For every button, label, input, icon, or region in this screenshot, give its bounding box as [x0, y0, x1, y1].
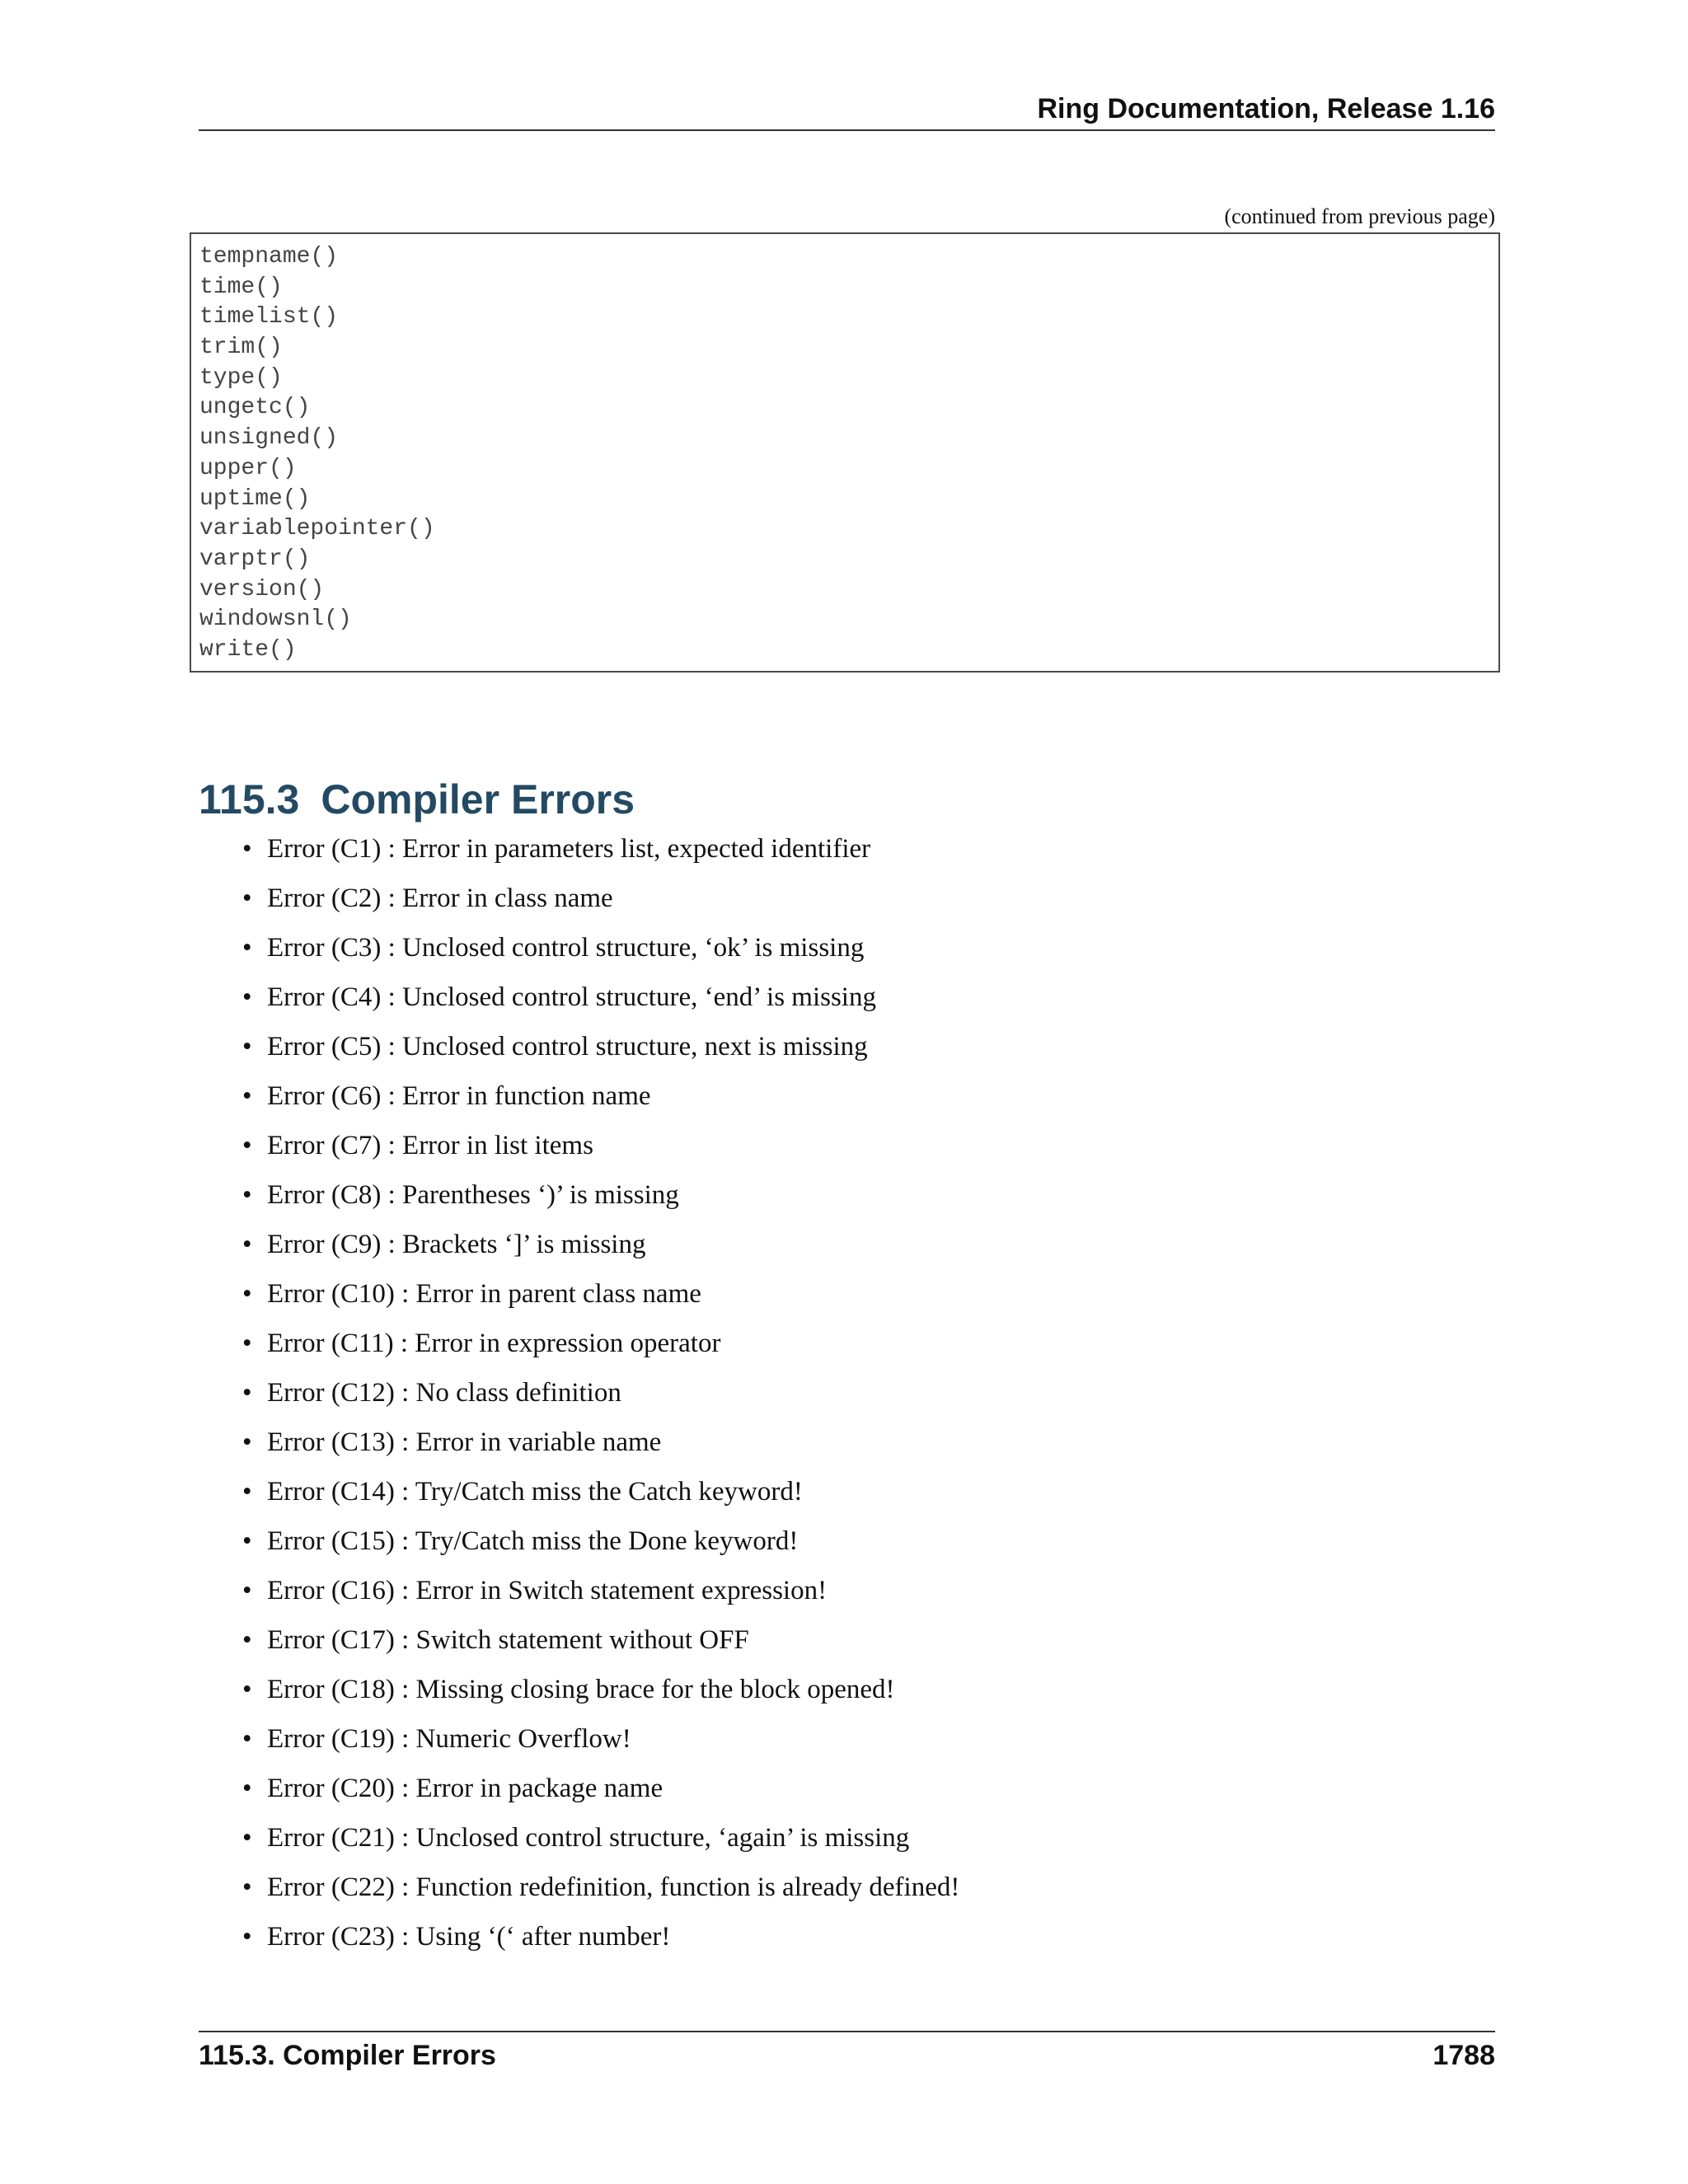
- bullet: •: [242, 1378, 252, 1408]
- page-footer: [199, 2031, 1495, 2082]
- error-text: Error (C7) : Error in list items: [267, 1131, 593, 1160]
- error-text: Error (C3) : Unclosed control structure, ‘ok’ is missing: [267, 933, 865, 963]
- list-item: [242, 1078, 959, 1127]
- list-item: [242, 1325, 959, 1375]
- error-text: Error (C10) : Error in parent class name: [267, 1279, 701, 1309]
- bullet: •: [242, 1081, 252, 1111]
- error-text: Error (C1) : Error in parameters list, expected identifier: [267, 834, 871, 864]
- bullet: •: [242, 933, 252, 963]
- list-item: [242, 930, 959, 979]
- error-text: Error (C2) : Error in class name: [267, 883, 613, 913]
- error-text: Error (C4) : Unclosed control structure, ‘end’ is missing: [267, 982, 876, 1012]
- page-number: 1788: [1432, 2040, 1495, 2071]
- code-line: unsigned(): [199, 425, 339, 452]
- bullet: •: [242, 1230, 252, 1259]
- list-item: [242, 1276, 959, 1325]
- list-item: [242, 831, 959, 880]
- list-item: [242, 1919, 959, 1968]
- code-line: tempname(): [199, 244, 339, 269]
- code-line: type(): [199, 364, 283, 391]
- bullet: •: [242, 1032, 252, 1062]
- continued-note: (continued from previous page): [1224, 204, 1495, 228]
- code-line: varptr(): [199, 546, 311, 572]
- error-text: Error (C16) : Error in Switch statement expression!: [267, 1576, 828, 1605]
- error-text: Error (C17) : Switch statement without OFF: [267, 1625, 749, 1655]
- code-line: ungetc(): [199, 395, 311, 421]
- error-text: Error (C22) : Function redefinition, function is already defined!: [267, 1872, 960, 1902]
- code-line: write(): [199, 636, 297, 663]
- error-text: Error (C20) : Error in package name: [267, 1774, 663, 1803]
- error-text: Error (C6) : Error in function name: [267, 1081, 651, 1111]
- code-line: uptime(): [199, 485, 311, 512]
- list-item: [242, 1177, 959, 1226]
- error-text: Error (C9) : Brackets ‘]’ is missing: [267, 1230, 646, 1259]
- error-text: Error (C12) : No class definition: [267, 1378, 621, 1408]
- code-line: upper(): [199, 455, 297, 481]
- error-text: Error (C14) : Try/Catch miss the Catch keyword!: [267, 1477, 803, 1507]
- bullet: •: [242, 1427, 252, 1457]
- list-item: [242, 1622, 959, 1671]
- bullet: •: [242, 1872, 252, 1902]
- list-item: [242, 1671, 959, 1721]
- bullet: •: [242, 1279, 252, 1309]
- error-text: Error (C21) : Unclosed control structure, ‘again’ is missing: [267, 1823, 910, 1853]
- code-line: timelist(): [199, 304, 339, 330]
- list-item: [242, 1029, 959, 1078]
- error-text: Error (C19) : Numeric Overflow!: [267, 1724, 631, 1754]
- error-text: Error (C8) : Parentheses ‘)’ is missing: [267, 1180, 679, 1210]
- bullet: •: [242, 982, 252, 1012]
- bullet: •: [242, 1922, 252, 1952]
- section-title-text: Compiler Errors: [321, 776, 635, 823]
- list-item: [242, 1523, 959, 1572]
- list-item: [242, 979, 959, 1029]
- list-item: [242, 1572, 959, 1622]
- list-item: [242, 1474, 959, 1523]
- bullet: •: [242, 1477, 252, 1507]
- bullet: •: [242, 834, 252, 864]
- document-title: Ring Documentation, Release 1.16: [1037, 93, 1495, 124]
- error-text: Error (C5) : Unclosed control structure, next is missing: [267, 1032, 868, 1062]
- code-line: variablepointer(): [199, 516, 435, 542]
- section-number: 115.3: [199, 776, 300, 823]
- footer-section-label: 115.3. Compiler Errors: [199, 2040, 496, 2071]
- bullet: •: [242, 1675, 252, 1704]
- error-text: Error (C11) : Error in expression operator: [267, 1329, 721, 1358]
- bullet: •: [242, 1526, 252, 1556]
- bullet: •: [242, 1576, 252, 1605]
- error-text: Error (C23) : Using ‘(‘ after number!: [267, 1922, 671, 1952]
- list-item: [242, 880, 959, 930]
- code-line: time(): [199, 274, 283, 300]
- code-line: trim(): [199, 335, 283, 361]
- bullet: •: [242, 1180, 252, 1210]
- bullet: •: [242, 883, 252, 913]
- list-item: [242, 1770, 959, 1820]
- code-line: windowsnl(): [199, 607, 352, 633]
- page-header: [199, 92, 1495, 131]
- code-line: version(): [199, 576, 325, 602]
- bullet: •: [242, 1774, 252, 1803]
- compiler-error-list: [242, 831, 959, 1968]
- list-item: [242, 1820, 959, 1869]
- error-text: Error (C13) : Error in variable name: [267, 1427, 662, 1457]
- error-text: Error (C15) : Try/Catch miss the Done keyword!: [267, 1526, 799, 1556]
- section-heading: [199, 775, 635, 824]
- bullet: •: [242, 1823, 252, 1853]
- list-item: [242, 1375, 959, 1424]
- bullet: •: [242, 1724, 252, 1754]
- list-item: [242, 1869, 959, 1919]
- bullet: •: [242, 1131, 252, 1160]
- error-text: Error (C18) : Missing closing brace for the block opened!: [267, 1675, 895, 1704]
- list-item: [242, 1424, 959, 1474]
- list-item: [242, 1721, 959, 1770]
- bullet: •: [242, 1329, 252, 1358]
- list-item: [242, 1127, 959, 1177]
- code-block: [190, 232, 1500, 673]
- bullet: •: [242, 1625, 252, 1655]
- list-item: [242, 1226, 959, 1276]
